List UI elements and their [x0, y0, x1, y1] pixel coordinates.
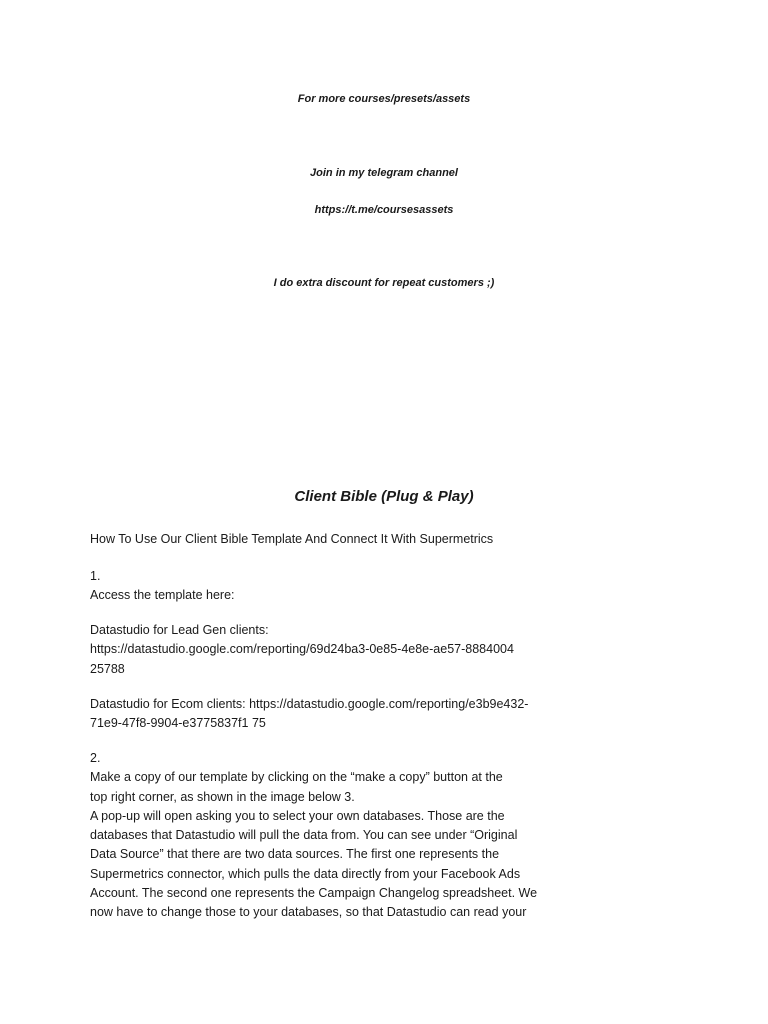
- leadgen-template-link[interactable]: Datastudio for Lead Gen clients: https://datastudio.google.com/reporting/69d24ba3-0e85-4e8e-ae57-8884004 25788: [90, 623, 514, 676]
- promo-courses-line: For more courses/presets/assets: [297, 93, 471, 105]
- step-2-paragraph: 2. Make a copy of our template by clicking on the “make a copy” button at the top right corner, as shown in the image below 3. A pop-up will open asking you to select your own databases. Those are the databases that Datastudio will pull the data from. You can see under “Original Data Source” that there are two data sources. The first one represents the Supermetrics connector, which pulls the data directly from your Facebook Ads Account. The second one represents the Campaign Changelog spreadsheet. We now have to change those to your databases, so that Datastudio can read your: [90, 751, 538, 920]
- ecom-template-link[interactable]: Datastudio for Ecom clients: https://datastudio.google.com/reporting/e3b9e432- 71e9-47f8-9904-e3775837f1 75: [90, 697, 529, 731]
- promo-telegram-link[interactable]: https://t.me/coursesassets: [314, 204, 454, 216]
- document-title: Client Bible (Plug & Play): [294, 488, 474, 505]
- promo-discount-line: I do extra discount for repeat customers ;): [273, 277, 495, 289]
- intro-paragraph: How To Use Our Client Bible Template And Connect It With Supermetrics: [90, 532, 494, 546]
- promo-telegram-line: Join in my telegram channel: [310, 167, 458, 179]
- step-1-paragraph: 1. Access the template here:: [90, 569, 235, 603]
